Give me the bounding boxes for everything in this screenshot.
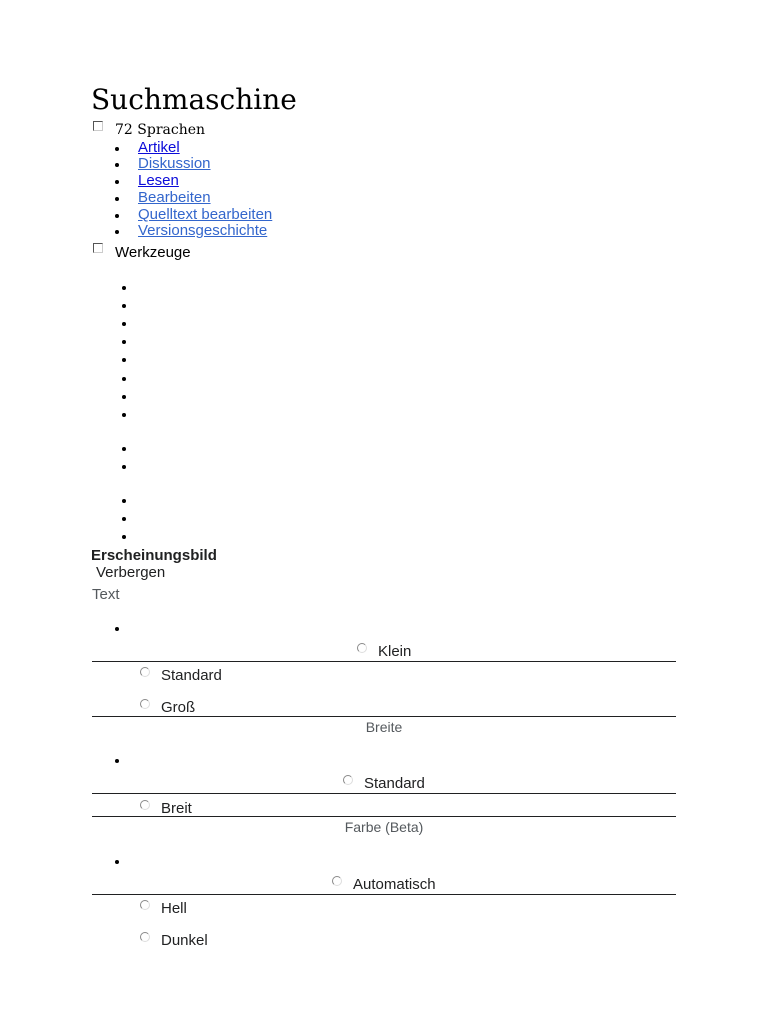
list-bullet	[122, 395, 126, 399]
tab-artikel[interactable]: Artikel	[138, 139, 180, 156]
tab-lesen[interactable]: Lesen	[138, 172, 179, 189]
list-bullet	[122, 358, 126, 362]
radio-text-standard[interactable]	[140, 667, 150, 677]
width-title: Breite	[365, 719, 403, 735]
divider	[92, 716, 676, 717]
radio-width-breit[interactable]	[140, 800, 150, 810]
divider	[92, 816, 676, 817]
list-bullet	[115, 860, 119, 864]
list-bullet	[122, 286, 126, 290]
list-bullet	[115, 180, 119, 184]
option-text-klein[interactable]: Klein	[378, 643, 412, 660]
radio-text-gross[interactable]	[140, 699, 150, 709]
tab-versionsgeschichte[interactable]: Versionsgeschichte	[138, 222, 268, 239]
hide-appearance-button[interactable]: Verbergen	[96, 564, 166, 581]
list-bullet	[122, 377, 126, 381]
tab-quelltext-bearbeiten[interactable]: Quelltext bearbeiten	[138, 206, 273, 223]
list-bullet	[122, 535, 126, 539]
languages-checkbox[interactable]	[93, 121, 103, 131]
option-width-standard[interactable]: Standard	[364, 775, 425, 792]
option-color-dunkel[interactable]: Dunkel	[161, 932, 208, 949]
tab-bearbeiten[interactable]: Bearbeiten	[138, 189, 211, 206]
tab-diskussion[interactable]: Diskussion	[138, 155, 211, 172]
divider	[92, 661, 676, 662]
appearance-heading: Erscheinungsbild	[91, 547, 217, 564]
color-title: Farbe (Beta)	[344, 819, 424, 835]
page-title: Suchmaschine	[91, 83, 297, 116]
list-bullet	[115, 759, 119, 763]
option-color-automatisch[interactable]: Automatisch	[353, 876, 436, 893]
text-size-title: Text	[92, 586, 120, 603]
option-text-standard[interactable]: Standard	[161, 667, 222, 684]
list-bullet	[122, 517, 126, 521]
divider	[92, 793, 676, 794]
list-bullet	[122, 322, 126, 326]
list-bullet	[115, 163, 119, 167]
radio-width-standard[interactable]	[343, 775, 353, 785]
option-width-breit[interactable]: Breit	[161, 800, 192, 817]
radio-color-dunkel[interactable]	[140, 932, 150, 942]
option-text-gross[interactable]: Groß	[161, 699, 196, 716]
list-bullet	[122, 465, 126, 469]
divider	[92, 894, 676, 895]
list-bullet	[115, 627, 119, 631]
list-bullet	[122, 304, 126, 308]
list-bullet	[122, 447, 126, 451]
list-bullet	[122, 413, 126, 417]
list-bullet	[115, 230, 119, 234]
list-bullet	[115, 197, 119, 201]
list-bullet	[115, 147, 119, 151]
radio-color-hell[interactable]	[140, 900, 150, 910]
option-color-hell[interactable]: Hell	[161, 900, 187, 917]
list-bullet	[122, 499, 126, 503]
tools-checkbox[interactable]	[93, 243, 103, 253]
languages-label[interactable]: 72 Sprachen	[115, 122, 206, 138]
list-bullet	[115, 214, 119, 218]
radio-color-automatisch[interactable]	[332, 876, 342, 886]
tools-label[interactable]: Werkzeuge	[115, 244, 191, 261]
radio-text-klein[interactable]	[357, 643, 367, 653]
list-bullet	[122, 340, 126, 344]
